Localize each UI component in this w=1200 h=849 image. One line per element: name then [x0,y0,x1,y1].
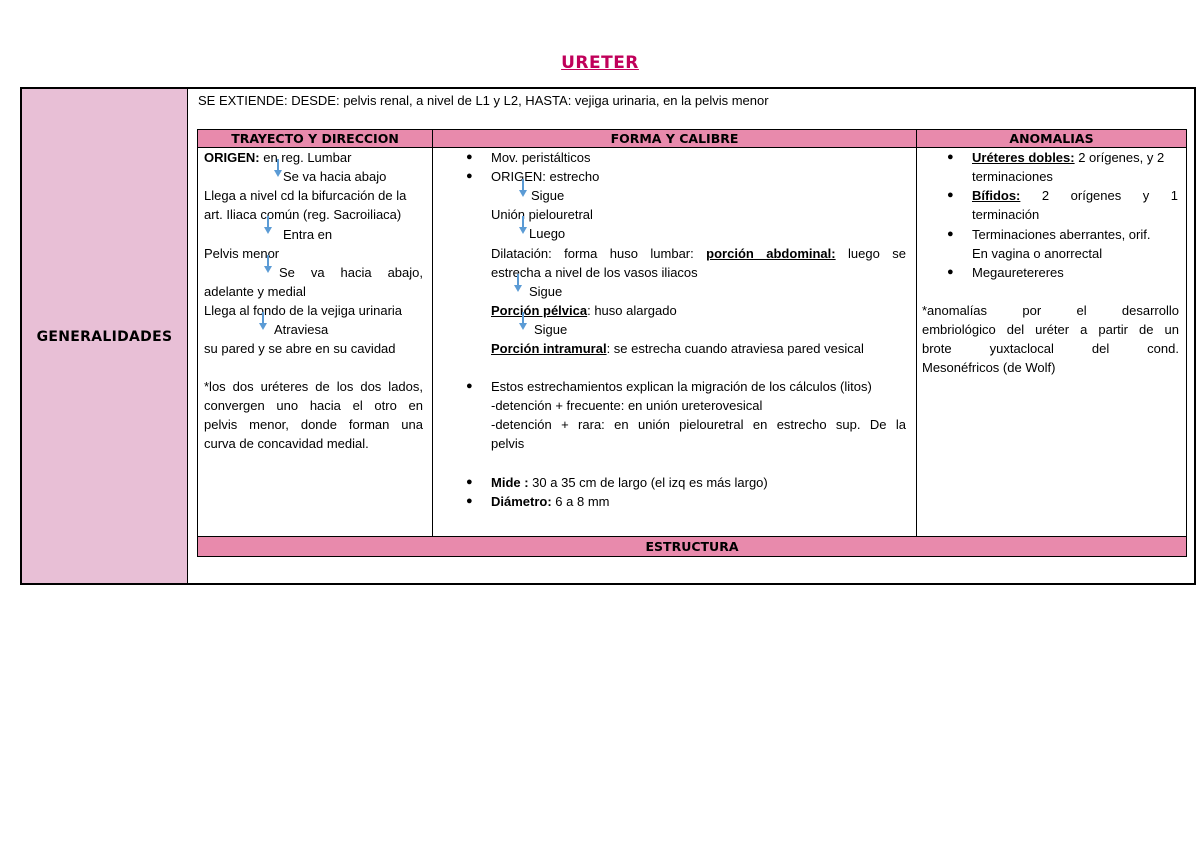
forma-union: Unión pielouretral [491,207,593,222]
arrow-down-icon [273,159,283,177]
anomalias-n4: Mesonéfricos (de Wolf) [922,360,1056,375]
bullet-icon: ● [947,151,954,163]
arrow-down-icon [258,312,268,330]
forma-est2: -detención + frecuente: en unión ureterovesical [491,398,763,413]
header-forma: FORMA Y CALIBRE [432,129,917,148]
anomalias-n2: embriológico del uréter a partir de un [922,322,1179,337]
arrow-down-icon [518,216,528,234]
cell-trayecto [197,148,433,537]
anomalias-a3-line2: En vagina o anorrectal [972,246,1103,261]
header-trayecto: TRAYECTO Y DIRECCION [197,129,433,148]
trayecto-step3: Se va hacia abajo, [279,265,423,280]
trayecto-supared: su pared y se abre en su cavidad [204,341,396,356]
main-table [20,87,1196,585]
forma-sigue1: Sigue [531,188,565,203]
forma-dil2: estrecha a nivel de los vasos iliacos [491,265,698,280]
trayecto-art: art. Iliaca común (reg. Sacroiliaca) [204,207,402,222]
forma-b2: ORIGEN: estrecho [491,169,600,184]
bullet-icon: ● [947,266,954,278]
anomalias-a1 [972,148,1164,167]
arrow-down-icon [263,216,273,234]
diametro-text: 6 a 8 mm [551,494,610,509]
forma-est4: pelvis [491,436,525,451]
mide-text: 30 a 35 cm de largo (el izq es más largo) [528,475,768,490]
arrow-down-icon [518,179,528,197]
anomalias-a2 [972,186,1178,205]
dil-text-end: luego se [835,246,906,261]
trayecto-note3: pelvis menor, donde forman una [204,417,423,432]
trayecto-pelvis: Pelvis menor [204,246,280,261]
page-title: URETER [561,53,639,73]
forma-diametro [491,492,609,511]
trayecto-llega2: Llega al fondo de la vejiga urinaria [204,303,403,318]
dil-text: Dilatación: forma huso lumbar: [491,246,707,261]
dil-abdominal: porción abdominal: [706,246,836,261]
forma-dilatacion [491,244,906,263]
intramural-label: Porción intramural [491,341,607,356]
section-label: GENERALIDADES [36,329,173,345]
origen-label: ORIGEN: [204,150,260,165]
pelvica-label: Porción pélvica [491,303,588,318]
arrow-down-icon [263,255,273,273]
trayecto-step2: Entra en [283,227,333,242]
mide-label: Mide : [491,475,529,490]
a2-label: Bífidos: [972,188,1021,203]
trayecto-step1: Se va hacia abajo [283,169,387,184]
bullet-icon: ● [947,228,954,240]
trayecto-note1: *los dos uréteres de los dos lados, [204,379,423,394]
anomalias-a2-line2: terminación [972,207,1040,222]
pelvica-text: : huso alargado [587,303,677,318]
a1-text: 2 orígenes, y 2 [1074,150,1165,165]
section-label-cell [22,89,188,583]
bullet-icon: ● [947,189,954,201]
arrow-down-icon [513,274,523,292]
trayecto-step4: Atraviesa [274,322,329,337]
a2-text: 2 orígenes y 1 [1020,188,1178,203]
cell-anomalias [916,148,1187,537]
bullet-icon: ● [466,151,473,163]
cell-forma [432,148,917,537]
inner-table [197,129,1187,577]
header-anomalias: ANOMALIAS [916,129,1187,148]
extends-text: SE EXTIENDE: DESDE: pelvis renal, a nivel de L1 y L2, HASTA: vejiga urinaria, en la pelvis menor [198,93,769,108]
bullet-icon: ● [466,476,473,488]
anomalias-n1: *anomalías por el desarrollo [922,303,1179,318]
forma-sigue3: Sigue [534,322,568,337]
forma-est3: -detención + rara: en unión pielouretral en estrecho sup. De la [491,417,906,432]
trayecto-note4: curva de concavidad medial. [204,436,369,451]
trayecto-note2: convergen uno hacia el otro en [204,398,423,413]
forma-est1: Estos estrechamientos explican la migración de los cálculos (litos) [491,379,872,394]
forma-sigue2: Sigue [529,284,563,299]
a1-label: Uréteres dobles: [972,150,1075,165]
bullet-icon: ● [466,170,473,182]
forma-mide [491,473,768,492]
anomalias-a4: Megauretereres [972,265,1064,280]
origen-text: en reg. Lumbar [259,150,352,165]
bullet-icon: ● [466,380,473,392]
intramural-text: : se estrecha cuando atraviesa pared vesical [606,341,864,356]
forma-intramural [491,339,864,358]
trayecto-llega1: Llega a nivel cd la bifurcación de la [204,188,407,203]
anomalias-a1-line2: terminaciones [972,169,1053,184]
anomalias-a3: Terminaciones aberrantes, orif. [972,227,1151,242]
header-estructura: ESTRUCTURA [197,536,1187,557]
bullet-icon: ● [466,495,473,507]
forma-b1: Mov. peristálticos [491,150,591,165]
forma-luego: Luego [529,226,566,241]
trayecto-adelante: adelante y medial [204,284,306,299]
arrow-down-icon [518,312,528,330]
anomalias-n3: brote yuxtaclocal del cond. [922,341,1179,356]
diametro-label: Diámetro: [491,494,552,509]
